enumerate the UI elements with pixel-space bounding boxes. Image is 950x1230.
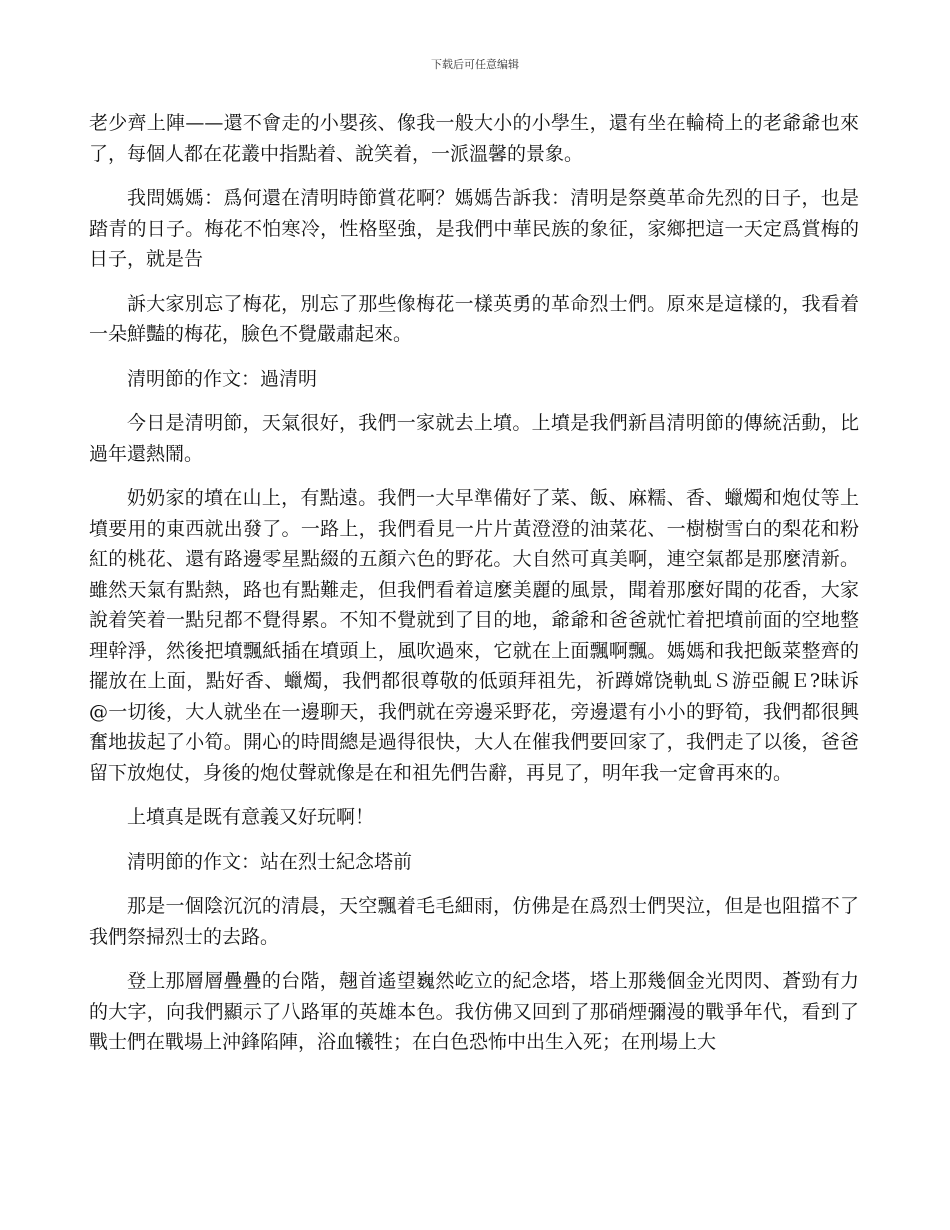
paragraph: 老少齊上陣——還不會走的小嬰孩、像我一般大小的小學生，還有坐在輪椅上的老爺爺也來了，每個人都在花叢中指點着、說笑着，一派溫馨的景象。 (89, 112, 859, 165)
paragraph: 今日是清明節，天氣很好，我們一家就去上墳。上墳是我們新昌清明節的傳統活動，比過年還熱鬧。 (89, 412, 859, 465)
section-heading: 清明節的作文：站在烈士紀念塔前 (127, 850, 413, 873)
paragraph: 訴大家別忘了梅花，別忘了那些像梅花一樣英勇的革命烈士們。原來是這樣的，我看着一朵鮮豔的梅花，臉色不覺嚴肅起來。 (89, 292, 859, 345)
section-heading: 清明節的作文：過清明 (127, 367, 318, 390)
page-header: 下载后可任意编辑 (431, 58, 519, 71)
paragraph: 我問媽媽：爲何還在清明時節賞花啊？媽媽告訴我：清明是祭奠革命先烈的日子，也是踏青的日子。梅花不怕寒冷，性格堅強，是我們中華民族的象征，家鄉把這一天定爲賞梅的日子，就是告 (89, 187, 859, 270)
paragraph: 上墳真是既有意義又好玩啊！ (127, 806, 375, 828)
paragraph: 那是一個陰沉沉的清晨，天空飄着毛毛細雨，仿佛是在爲烈士們哭泣，但是也阻擋不了我們祭掃烈士的去路。 (89, 895, 859, 948)
paragraph: 奶奶家的墳在山上，有點遠。我們一大早準備好了菜、飯、麻糯、香、蠟燭和炮仗等上墳要用的東西就出發了。一路上，我們看見一片片黃澄澄的油菜花、一樹樹雪白的梨花和粉紅的桃花、還有路邊零星點綴的五顏六色的野花。大自然可真美啊，連空氣都是那麼清新。雖然天氣有點熱，路也有點難走，但我們看着這麼美麗的風景，聞着那麼好聞的花香，大家說着笑着一點兒都不覺得累。不知不覺就到了目的地，爺爺和爸爸就忙着把墳前面的空地整理幹淨，然後把墳飄紙插在墳頭上，風吹過來，它就在上面飄啊飄。媽媽和我把飯菜整齊的擺放在上面，點好香、蠟燭，我們都很尊敬的低頭拜祖先，祈蹲嫦饶軌虬Ｓ游亞覦Ｅ?昧诉@一切後，大人就坐在一邊聊天，我們就在旁邊采野花，旁邊還有小小的野筍，我們都很興奮地拔起了小筍。開心的時間總是過得很快，大人在催我們要回家了，我們走了以後，爸爸留下放炮仗，身後的炮仗聲就像是在和祖先們告辭，再見了，明年我一定會再來的。 (89, 487, 859, 784)
document-body (89, 108, 859, 1072)
paragraph: 登上那層層疊疊的台階，翹首遙望巍然屹立的紀念塔，塔上那幾個金光閃閃、蒼勁有力的大字，向我們顯示了八路軍的英雄本色。我仿佛又回到了那硝煙彌漫的戰爭年代，看到了戰士們在戰場上沖鋒陷陣，浴血犧牲；在白色恐怖中出生入死；在刑場上大 (89, 970, 859, 1053)
